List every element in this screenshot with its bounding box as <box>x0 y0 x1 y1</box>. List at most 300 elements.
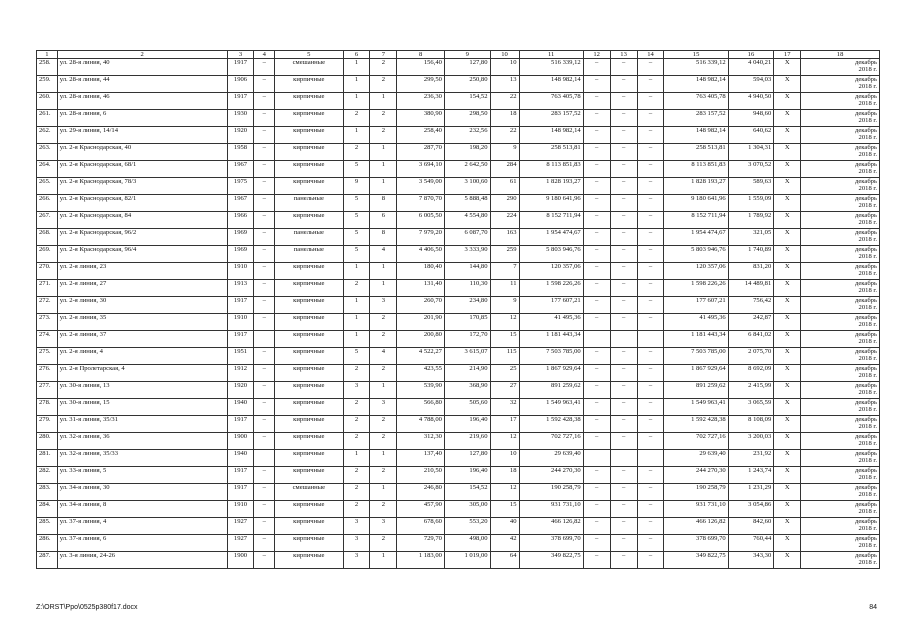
date-year: 2018 г. <box>858 202 877 209</box>
col6-cell: 9 <box>343 178 370 195</box>
col4-cell: – <box>254 110 275 127</box>
col8-cell: 299,50 <box>397 76 445 93</box>
col17-cell: Х <box>774 93 801 110</box>
col4-cell: – <box>254 535 275 552</box>
col10-cell: 7 <box>490 263 519 280</box>
col12-cell: – <box>583 76 610 93</box>
date-month: декабрь <box>855 314 877 321</box>
year-cell: 1927 <box>227 535 254 552</box>
date-year: 2018 г. <box>858 270 877 277</box>
column-number: 14 <box>637 51 664 59</box>
col14-cell: – <box>637 552 664 569</box>
col4-cell: – <box>254 246 275 263</box>
col7-cell: 1 <box>370 263 397 280</box>
col9-cell: 250,80 <box>444 76 490 93</box>
col7-cell: 3 <box>370 518 397 535</box>
material-cell: панельные <box>275 229 343 246</box>
col11-cell: 702 727,16 <box>519 433 583 450</box>
col17-cell: Х <box>774 280 801 297</box>
col11-cell: 1 867 929,64 <box>519 365 583 382</box>
col16-cell: 4 040,21 <box>728 59 774 76</box>
col11-cell: 378 699,70 <box>519 535 583 552</box>
material-cell: кирпичные <box>275 212 343 229</box>
col6-cell: 5 <box>343 195 370 212</box>
table-row <box>37 195 880 212</box>
address-cell: ул. 28-я линия, 46 <box>57 93 227 110</box>
col6-cell: 1 <box>343 93 370 110</box>
year-cell: 1920 <box>227 127 254 144</box>
table-row <box>37 297 880 314</box>
col14-cell: – <box>637 161 664 178</box>
col9-cell: 154,52 <box>444 93 490 110</box>
material-cell: кирпичные <box>275 76 343 93</box>
row-number: 260. <box>37 93 58 110</box>
register-body <box>37 59 880 569</box>
col4-cell: – <box>254 144 275 161</box>
col6-cell: 3 <box>343 518 370 535</box>
date-cell <box>801 178 880 195</box>
date-year: 2018 г. <box>858 559 877 566</box>
year-cell: 1900 <box>227 433 254 450</box>
col8-cell: 6 005,50 <box>397 212 445 229</box>
col10-cell: 224 <box>490 212 519 229</box>
col16-cell: 1 243,74 <box>728 467 774 484</box>
table-row <box>37 365 880 382</box>
col15-cell: 120 357,06 <box>664 263 728 280</box>
col7-cell: 1 <box>370 178 397 195</box>
address-cell: ул. 33-я линия, 5 <box>57 467 227 484</box>
address-cell: ул. 28-я линия, 44 <box>57 76 227 93</box>
col9-cell: 498,00 <box>444 535 490 552</box>
row-number: 279. <box>37 416 58 433</box>
col7-cell: 8 <box>370 229 397 246</box>
col6-cell: 1 <box>343 263 370 280</box>
col9-cell: 154,52 <box>444 484 490 501</box>
col4-cell: – <box>254 178 275 195</box>
col13-cell: – <box>610 382 637 399</box>
col12-cell: – <box>583 518 610 535</box>
address-cell: ул. 31-я линия, 35/31 <box>57 416 227 433</box>
col17-cell: Х <box>774 246 801 263</box>
col9-cell: 298,50 <box>444 110 490 127</box>
col15-cell: 8 152 711,94 <box>664 212 728 229</box>
column-number: 15 <box>664 51 728 59</box>
row-number: 280. <box>37 433 58 450</box>
date-year: 2018 г. <box>858 338 877 345</box>
column-number: 12 <box>583 51 610 59</box>
col16-cell: 242,87 <box>728 314 774 331</box>
material-cell: панельные <box>275 246 343 263</box>
date-year: 2018 г. <box>858 321 877 328</box>
table-row <box>37 161 880 178</box>
col16-cell: 831,20 <box>728 263 774 280</box>
col12-cell: – <box>583 467 610 484</box>
col13-cell: – <box>610 59 637 76</box>
col13-cell: – <box>610 518 637 535</box>
address-cell: ул. 2-я Краснодарская, 82/1 <box>57 195 227 212</box>
col17-cell: Х <box>774 314 801 331</box>
year-cell: 1940 <box>227 450 254 467</box>
column-number: 6 <box>343 51 370 59</box>
date-month: декабрь <box>855 382 877 389</box>
col17-cell: Х <box>774 127 801 144</box>
date-year: 2018 г. <box>858 219 877 226</box>
table-row <box>37 110 880 127</box>
col16-cell: 3 070,52 <box>728 161 774 178</box>
col10-cell: 27 <box>490 382 519 399</box>
col16-cell: 14 489,81 <box>728 280 774 297</box>
col8-cell: 423,55 <box>397 365 445 382</box>
col13-cell <box>610 331 637 348</box>
address-cell: ул. 2-я линия, 37 <box>57 331 227 348</box>
table-row <box>37 535 880 552</box>
col14-cell: – <box>637 297 664 314</box>
col7-cell: 3 <box>370 297 397 314</box>
col8-cell: 131,40 <box>397 280 445 297</box>
col8-cell: 180,40 <box>397 263 445 280</box>
row-number: 264. <box>37 161 58 178</box>
col15-cell: 258 513,81 <box>664 144 728 161</box>
col7-cell: 2 <box>370 501 397 518</box>
col13-cell: – <box>610 501 637 518</box>
col11-cell: 29 639,40 <box>519 450 583 467</box>
col10-cell: 10 <box>490 450 519 467</box>
material-cell: кирпичные <box>275 518 343 535</box>
col13-cell: – <box>610 144 637 161</box>
col10-cell: 284 <box>490 161 519 178</box>
col16-cell: 842,60 <box>728 518 774 535</box>
col10-cell: 22 <box>490 93 519 110</box>
col11-cell: 349 822,75 <box>519 552 583 569</box>
column-number: 18 <box>801 51 880 59</box>
material-cell: смешанные <box>275 484 343 501</box>
col7-cell: 1 <box>370 280 397 297</box>
col6-cell: 2 <box>343 365 370 382</box>
row-number: 272. <box>37 297 58 314</box>
col15-cell: 1 181 443,34 <box>664 331 728 348</box>
date-month: декабрь <box>855 552 877 559</box>
material-cell: кирпичные <box>275 501 343 518</box>
col11-cell: 148 982,14 <box>519 127 583 144</box>
col10-cell: 10 <box>490 59 519 76</box>
col11-cell: 763 405,78 <box>519 93 583 110</box>
col11-cell: 516 339,12 <box>519 59 583 76</box>
col17-cell: Х <box>774 450 801 467</box>
col14-cell: – <box>637 433 664 450</box>
row-number: 275. <box>37 348 58 365</box>
material-cell: кирпичные <box>275 365 343 382</box>
col4-cell: – <box>254 263 275 280</box>
date-year: 2018 г. <box>858 474 877 481</box>
col7-cell: 2 <box>370 331 397 348</box>
year-cell: 1917 <box>227 297 254 314</box>
address-cell: ул. 2-я линия, 35 <box>57 314 227 331</box>
col10-cell: 22 <box>490 127 519 144</box>
material-cell: кирпичные <box>275 552 343 569</box>
date-month: декабрь <box>855 263 877 270</box>
material-cell: кирпичные <box>275 93 343 110</box>
table-row <box>37 552 880 569</box>
row-number: 283. <box>37 484 58 501</box>
row-number: 271. <box>37 280 58 297</box>
col8-cell: 236,30 <box>397 93 445 110</box>
col17-cell: Х <box>774 331 801 348</box>
col7-cell: 6 <box>370 212 397 229</box>
col16-cell: 594,03 <box>728 76 774 93</box>
col8-cell: 7 870,70 <box>397 195 445 212</box>
col6-cell: 3 <box>343 535 370 552</box>
col16-cell: 3 054,86 <box>728 501 774 518</box>
col17-cell: Х <box>774 467 801 484</box>
col13-cell: – <box>610 93 637 110</box>
col11-cell: 120 357,06 <box>519 263 583 280</box>
table-row <box>37 382 880 399</box>
date-cell <box>801 535 880 552</box>
col14-cell: – <box>637 178 664 195</box>
footer-file-path: Z:\ORST\Ppo\0525p380f17.docx <box>36 604 138 611</box>
year-cell: 1967 <box>227 195 254 212</box>
col10-cell: 18 <box>490 467 519 484</box>
col8-cell: 380,90 <box>397 110 445 127</box>
col13-cell: – <box>610 535 637 552</box>
col8-cell: 210,50 <box>397 467 445 484</box>
year-cell: 1910 <box>227 501 254 518</box>
row-number: 278. <box>37 399 58 416</box>
table-row <box>37 229 880 246</box>
table-row <box>37 399 880 416</box>
col13-cell: – <box>610 76 637 93</box>
col4-cell: – <box>254 161 275 178</box>
date-month: декабрь <box>855 467 877 474</box>
col9-cell: 172,70 <box>444 331 490 348</box>
col12-cell: – <box>583 501 610 518</box>
col11-cell: 1 598 226,26 <box>519 280 583 297</box>
date-month: декабрь <box>855 433 877 440</box>
col8-cell: 260,70 <box>397 297 445 314</box>
col11-cell: 1 549 963,41 <box>519 399 583 416</box>
col7-cell: 2 <box>370 59 397 76</box>
row-number: 286. <box>37 535 58 552</box>
col11-cell: 148 982,14 <box>519 76 583 93</box>
col7-cell: 2 <box>370 416 397 433</box>
date-year: 2018 г. <box>858 389 877 396</box>
col6-cell: 2 <box>343 280 370 297</box>
col7-cell: 1 <box>370 552 397 569</box>
date-cell <box>801 229 880 246</box>
col17-cell: Х <box>774 416 801 433</box>
year-cell: 1917 <box>227 467 254 484</box>
col14-cell: – <box>637 348 664 365</box>
year-cell: 1975 <box>227 178 254 195</box>
col13-cell: – <box>610 399 637 416</box>
material-cell: кирпичные <box>275 382 343 399</box>
date-cell <box>801 552 880 569</box>
col7-cell: 2 <box>370 433 397 450</box>
col8-cell: 312,30 <box>397 433 445 450</box>
col6-cell: 2 <box>343 416 370 433</box>
col7-cell: 3 <box>370 399 397 416</box>
col10-cell: 12 <box>490 314 519 331</box>
col14-cell: – <box>637 110 664 127</box>
col15-cell: 466 126,82 <box>664 518 728 535</box>
col7-cell: 2 <box>370 467 397 484</box>
year-cell: 1910 <box>227 263 254 280</box>
col9-cell: 3 100,60 <box>444 178 490 195</box>
col10-cell: 17 <box>490 416 519 433</box>
material-cell: кирпичные <box>275 161 343 178</box>
col14-cell: – <box>637 280 664 297</box>
col15-cell: 190 258,79 <box>664 484 728 501</box>
col9-cell: 219,60 <box>444 433 490 450</box>
address-cell: ул. 30-я линия, 15 <box>57 399 227 416</box>
col6-cell: 5 <box>343 246 370 263</box>
column-number: 2 <box>57 51 227 59</box>
col11-cell: 244 270,30 <box>519 467 583 484</box>
col12-cell: – <box>583 382 610 399</box>
col8-cell: 4 406,50 <box>397 246 445 263</box>
row-number: 270. <box>37 263 58 280</box>
col10-cell: 12 <box>490 433 519 450</box>
col14-cell: – <box>637 144 664 161</box>
date-cell <box>801 348 880 365</box>
col17-cell: Х <box>774 399 801 416</box>
col12-cell: – <box>583 399 610 416</box>
table-row <box>37 501 880 518</box>
col15-cell: 148 982,14 <box>664 127 728 144</box>
row-number: 258. <box>37 59 58 76</box>
col12-cell: – <box>583 229 610 246</box>
material-cell: кирпичные <box>275 127 343 144</box>
col6-cell: 2 <box>343 501 370 518</box>
address-cell: ул. 34-я линия, 30 <box>57 484 227 501</box>
col15-cell: 1 954 474,67 <box>664 229 728 246</box>
year-cell: 1913 <box>227 280 254 297</box>
table-row <box>37 93 880 110</box>
col11-cell: 1 954 474,67 <box>519 229 583 246</box>
col17-cell: Х <box>774 484 801 501</box>
col14-cell: – <box>637 399 664 416</box>
col4-cell: – <box>254 365 275 382</box>
table-row <box>37 433 880 450</box>
address-cell: ул. 29-я линия, 14/14 <box>57 127 227 144</box>
col16-cell: 1 559,09 <box>728 195 774 212</box>
col8-cell: 137,40 <box>397 450 445 467</box>
col16-cell: 589,63 <box>728 178 774 195</box>
col9-cell: 505,60 <box>444 399 490 416</box>
col6-cell: 1 <box>343 314 370 331</box>
col17-cell: Х <box>774 178 801 195</box>
col4-cell: – <box>254 433 275 450</box>
col14-cell: – <box>637 382 664 399</box>
col7-cell: 4 <box>370 246 397 263</box>
col6-cell: 2 <box>343 399 370 416</box>
col4-cell: – <box>254 399 275 416</box>
date-cell <box>801 297 880 314</box>
col15-cell: 1 828 193,27 <box>664 178 728 195</box>
col4-cell: – <box>254 127 275 144</box>
col7-cell: 8 <box>370 195 397 212</box>
date-cell <box>801 144 880 161</box>
table-row <box>37 76 880 93</box>
date-year: 2018 г. <box>858 185 877 192</box>
date-cell <box>801 59 880 76</box>
col15-cell: 349 822,75 <box>664 552 728 569</box>
col8-cell: 678,60 <box>397 518 445 535</box>
col14-cell: – <box>637 76 664 93</box>
col10-cell: 15 <box>490 501 519 518</box>
col15-cell: 1 598 226,26 <box>664 280 728 297</box>
date-month: декабрь <box>855 93 877 100</box>
col12-cell: – <box>583 433 610 450</box>
column-number: 8 <box>397 51 445 59</box>
material-cell: кирпичные <box>275 348 343 365</box>
col8-cell: 566,80 <box>397 399 445 416</box>
year-cell: 1906 <box>227 76 254 93</box>
col15-cell: 931 731,10 <box>664 501 728 518</box>
col12-cell: – <box>583 416 610 433</box>
col6-cell: 1 <box>343 76 370 93</box>
date-month: декабрь <box>855 229 877 236</box>
col12-cell: – <box>583 280 610 297</box>
material-cell: кирпичные <box>275 467 343 484</box>
col4-cell: – <box>254 416 275 433</box>
col12-cell: – <box>583 110 610 127</box>
year-cell: 1951 <box>227 348 254 365</box>
col11-cell: 1 828 193,27 <box>519 178 583 195</box>
col15-cell: 41 495,36 <box>664 314 728 331</box>
date-month: декабрь <box>855 280 877 287</box>
col9-cell: 3 333,90 <box>444 246 490 263</box>
table-row <box>37 416 880 433</box>
address-cell: ул. 2-я Краснодарская, 78/3 <box>57 178 227 195</box>
col12-cell: – <box>583 246 610 263</box>
col17-cell: Х <box>774 195 801 212</box>
address-cell: ул. 3-я линия, 24-26 <box>57 552 227 569</box>
col9-cell: 4 554,80 <box>444 212 490 229</box>
col11-cell: 190 258,79 <box>519 484 583 501</box>
address-cell: ул. 28-я линия, 40 <box>57 59 227 76</box>
col4-cell: – <box>254 280 275 297</box>
date-cell <box>801 433 880 450</box>
col8-cell: 287,70 <box>397 144 445 161</box>
address-cell: ул. 34-я линия, 8 <box>57 501 227 518</box>
date-month: декабрь <box>855 518 877 525</box>
col17-cell: Х <box>774 501 801 518</box>
table-row <box>37 178 880 195</box>
col12-cell <box>583 331 610 348</box>
col10-cell: 64 <box>490 552 519 569</box>
date-month: декабрь <box>855 212 877 219</box>
table-row <box>37 59 880 76</box>
year-cell: 1930 <box>227 110 254 127</box>
material-cell: кирпичные <box>275 433 343 450</box>
date-year: 2018 г. <box>858 66 877 73</box>
date-year: 2018 г. <box>858 168 877 175</box>
column-number: 5 <box>275 51 343 59</box>
col11-cell: 1 181 443,34 <box>519 331 583 348</box>
col9-cell: 196,40 <box>444 467 490 484</box>
col10-cell: 259 <box>490 246 519 263</box>
col13-cell: – <box>610 280 637 297</box>
address-cell: ул. 37-я линия, 4 <box>57 518 227 535</box>
col12-cell: – <box>583 93 610 110</box>
col12-cell: – <box>583 161 610 178</box>
col9-cell: 234,80 <box>444 297 490 314</box>
col13-cell <box>610 450 637 467</box>
col6-cell: 5 <box>343 348 370 365</box>
row-number: 281. <box>37 450 58 467</box>
col9-cell: 6 087,70 <box>444 229 490 246</box>
